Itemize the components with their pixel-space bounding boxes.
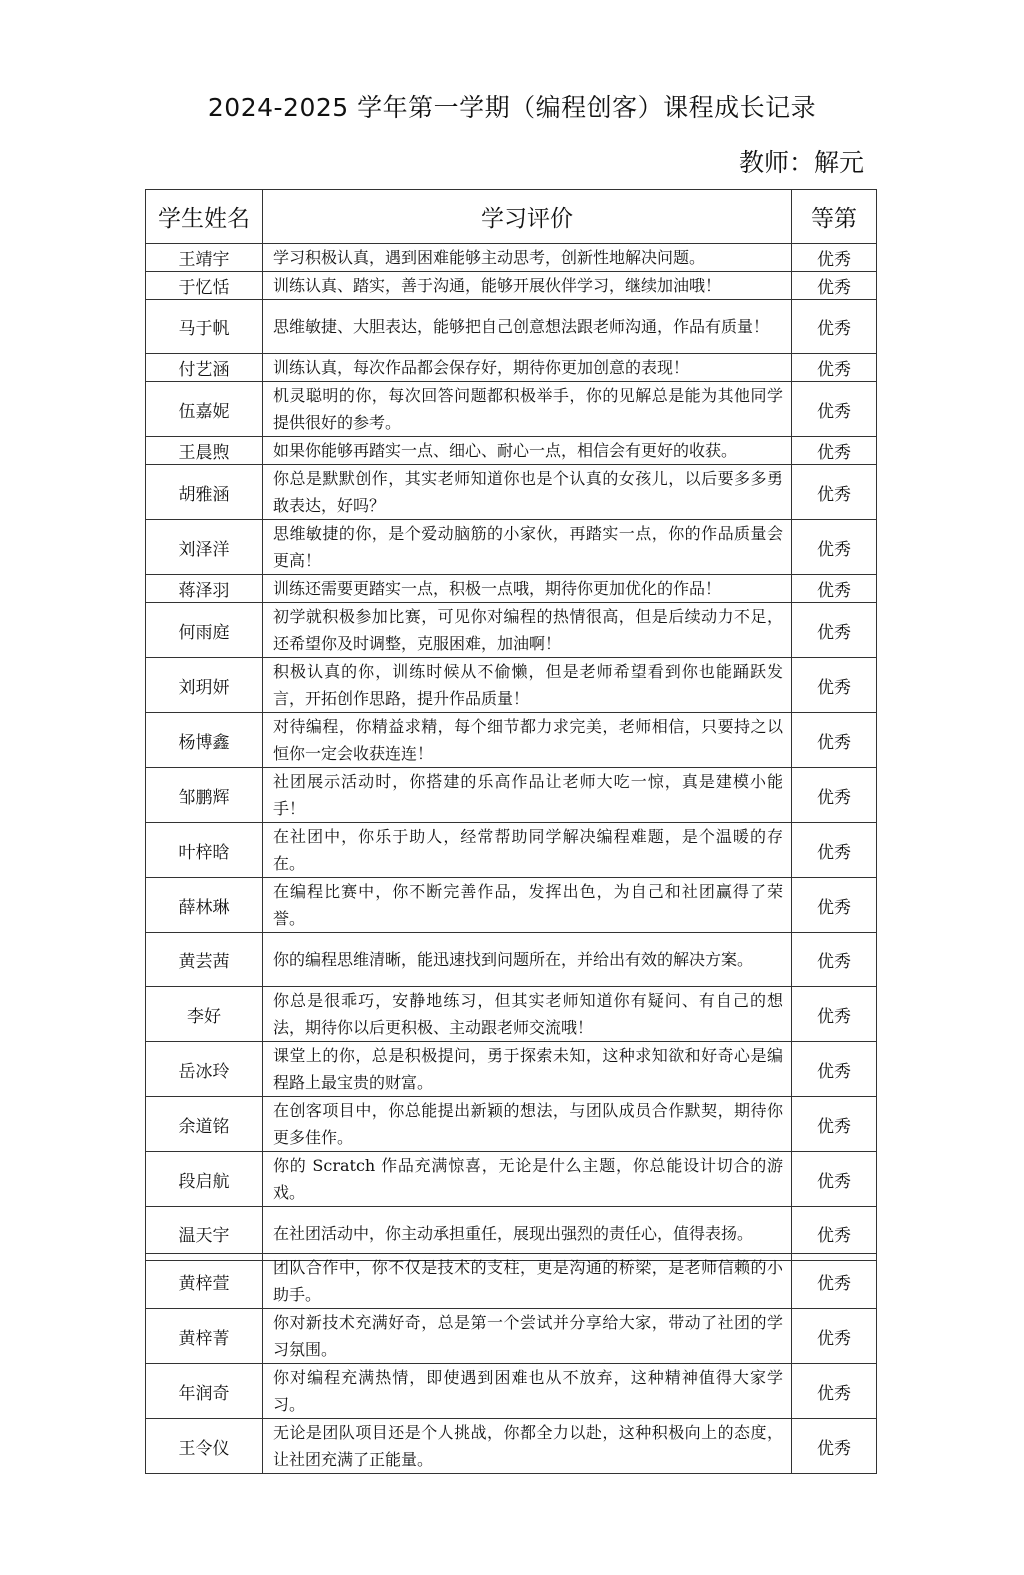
- student-name-cell: 伍嘉妮: [146, 382, 263, 437]
- grade-cell: 优秀: [792, 272, 877, 300]
- table-row: [146, 658, 877, 713]
- grade-cell: 优秀: [792, 768, 877, 823]
- evaluation-cell: 初学就积极参加比赛，可见你对编程的热情很高，但是后续动力不足，还希望你及时调整，克服困难，加油啊！: [263, 603, 792, 658]
- evaluation-cell: 在社团活动中，你主动承担重任，展现出强烈的责任心，值得表扬。: [263, 1207, 792, 1261]
- table-row: [146, 987, 877, 1042]
- table-row: [146, 1419, 877, 1474]
- table-row: [146, 1152, 877, 1207]
- evaluation-cell: 机灵聪明的你，每次回答问题都积极举手，你的见解总是能为其他同学提供很好的参考。: [263, 382, 792, 437]
- grade-cell: 优秀: [792, 1152, 877, 1207]
- student-name-cell: 段启航: [146, 1152, 263, 1207]
- grade-cell: 优秀: [792, 1309, 877, 1364]
- grade-cell: 优秀: [792, 1097, 877, 1152]
- table-row: [146, 768, 877, 823]
- evaluation-cell: 课堂上的你，总是积极提问，勇于探索未知，这种求知欲和好奇心是编程路上最宝贵的财富。: [263, 1042, 792, 1097]
- table-row: [146, 603, 877, 658]
- student-name-cell: 何雨庭: [146, 603, 263, 658]
- grade-cell: 优秀: [792, 823, 877, 878]
- grade-cell: 优秀: [792, 987, 877, 1042]
- grade-cell: 优秀: [792, 244, 877, 272]
- grade-cell: 优秀: [792, 603, 877, 658]
- table-row: [146, 272, 877, 300]
- table-row: [146, 713, 877, 768]
- page-title: 2024-2025 学年第一学期（编程创客）课程成长记录: [207, 93, 817, 122]
- grade-cell: 优秀: [792, 933, 877, 987]
- evaluation-cell: 你的 Scratch 作品充满惊喜，无论是什么主题，你总能设计切合的游戏。: [263, 1152, 792, 1207]
- student-name-cell: 刘泽洋: [146, 520, 263, 575]
- table-row: [146, 823, 877, 878]
- table-header-row: [146, 190, 877, 244]
- grade-cell: 优秀: [792, 575, 877, 603]
- student-name-cell: 王靖宇: [146, 244, 263, 272]
- grade-cell: 优秀: [792, 1419, 877, 1474]
- evaluation-cell: 你的编程思维清晰，能迅速找到问题所在，并给出有效的解决方案。: [263, 933, 792, 987]
- evaluation-cell: 你总是很乖巧，安静地练习，但其实老师知道你有疑问、有自己的想法，期待你以后更积极、主动跟老师交流哦！: [263, 987, 792, 1042]
- evaluation-cell: 积极认真的你，训练时候从不偷懒，但是老师希望看到你也能踊跃发言，开拓创作思路，提升作品质量！: [263, 658, 792, 713]
- evaluation-cell: 无论是团队项目还是个人挑战，你都全力以赴，这种积极向上的态度，让社团充满了正能量。: [263, 1419, 792, 1474]
- grade-cell: 优秀: [792, 520, 877, 575]
- student-name-cell: 温天宇: [146, 1207, 263, 1261]
- student-name-cell: 余道铭: [146, 1097, 263, 1152]
- grade-cell: 优秀: [792, 1364, 877, 1419]
- table-row: [146, 520, 877, 575]
- student-name-cell: 邹鹏辉: [146, 768, 263, 823]
- evaluation-cell: 你对新技术充满好奇，总是第一个尝试并分享给大家，带动了社团的学习氛围。: [263, 1309, 792, 1364]
- grade-cell: 优秀: [792, 1042, 877, 1097]
- evaluation-cell: 你对编程充满热情，即使遇到困难也从不放弃，这种精神值得大家学习。: [263, 1364, 792, 1419]
- evaluation-cell: 在编程比赛中，你不断完善作品，发挥出色，为自己和社团赢得了荣誉。: [263, 878, 792, 933]
- grade-cell: 优秀: [792, 713, 877, 768]
- evaluation-cell: 在创客项目中，你总能提出新颖的想法，与团队成员合作默契，期待你更多佳作。: [263, 1097, 792, 1152]
- evaluation-cell: 训练认真、踏实，善于沟通，能够开展伙伴学习，继续加油哦！: [263, 272, 792, 300]
- evaluation-cell: 对待编程，你精益求精，每个细节都力求完美，老师相信，只要持之以恒你一定会收获连连！: [263, 713, 792, 768]
- teacher-name: 教师：解元: [738, 148, 864, 177]
- grade-cell: 优秀: [792, 1207, 877, 1261]
- header-evaluation: 学习评价: [263, 190, 792, 244]
- evaluation-cell: 训练认真，每次作品都会保存好，期待你更加创意的表现！: [263, 354, 792, 382]
- student-name-cell: 于忆恬: [146, 272, 263, 300]
- table-row: [146, 1097, 877, 1152]
- header-grade: 等第: [792, 190, 877, 244]
- evaluation-cell: 思维敏捷的你，是个爱动脑筋的小家伙，再踏实一点，你的作品质量会更高！: [263, 520, 792, 575]
- grade-cell: 优秀: [792, 437, 877, 465]
- student-name-cell: 黄梓萱: [146, 1254, 263, 1309]
- table-row: [146, 1254, 877, 1309]
- grade-cell: 优秀: [792, 465, 877, 520]
- evaluation-cell: 如果你能够再踏实一点、细心、耐心一点，相信会有更好的收获。: [263, 437, 792, 465]
- table-row: [146, 244, 877, 272]
- evaluation-cell: 训练还需要更踏实一点，积极一点哦，期待你更加优化的作品！: [263, 575, 792, 603]
- grade-cell: 优秀: [792, 878, 877, 933]
- student-name-cell: 年润奇: [146, 1364, 263, 1419]
- evaluation-cell: 学习积极认真，遇到困难能够主动思考，创新性地解决问题。: [263, 244, 792, 272]
- evaluation-cell: 社团展示活动时，你搭建的乐高作品让老师大吃一惊，真是建模小能手！: [263, 768, 792, 823]
- evaluation-table: [145, 189, 877, 1261]
- student-name-cell: 黄芸茜: [146, 933, 263, 987]
- grade-cell: 优秀: [792, 1254, 877, 1309]
- table-row: [146, 437, 877, 465]
- table-row: [146, 382, 877, 437]
- grade-cell: 优秀: [792, 300, 877, 354]
- student-name-cell: 付艺涵: [146, 354, 263, 382]
- grade-cell: 优秀: [792, 658, 877, 713]
- grade-cell: 优秀: [792, 382, 877, 437]
- evaluation-cell: 在社团中，你乐于助人，经常帮助同学解决编程难题，是个温暖的存在。: [263, 823, 792, 878]
- student-name-cell: 王晨煦: [146, 437, 263, 465]
- evaluation-cell: 思维敏捷、大胆表达，能够把自己创意想法跟老师沟通，作品有质量！: [263, 300, 792, 354]
- table-row: [146, 1309, 877, 1364]
- table-row: [146, 1364, 877, 1419]
- student-name-cell: 黄梓菁: [146, 1309, 263, 1364]
- student-name-cell: 叶梓晗: [146, 823, 263, 878]
- student-name-cell: 岳冰玲: [146, 1042, 263, 1097]
- student-name-cell: 薛林琳: [146, 878, 263, 933]
- student-name-cell: 杨博鑫: [146, 713, 263, 768]
- student-name-cell: 刘玥妍: [146, 658, 263, 713]
- student-name-cell: 王令仪: [146, 1419, 263, 1474]
- student-name-cell: 马于帆: [146, 300, 263, 354]
- grade-cell: 优秀: [792, 354, 877, 382]
- student-name-cell: 蒋泽羽: [146, 575, 263, 603]
- table-row: [146, 1042, 877, 1097]
- table-row: [146, 878, 877, 933]
- table-row: [146, 300, 877, 354]
- evaluation-cell: 你总是默默创作，其实老师知道你也是个认真的女孩儿，以后要多多勇敢表达，好吗？: [263, 465, 792, 520]
- table-row: [146, 933, 877, 987]
- table-row: [146, 354, 877, 382]
- evaluation-cell: 团队合作中，你不仅是技术的支柱，更是沟通的桥梁，是老师信赖的小助手。: [263, 1254, 792, 1309]
- header-student-name: 学生姓名: [146, 190, 263, 244]
- table-row: [146, 575, 877, 603]
- student-name-cell: 李好: [146, 987, 263, 1042]
- student-name-cell: 胡雅涵: [146, 465, 263, 520]
- table-row: [146, 465, 877, 520]
- evaluation-table-continued: [145, 1253, 877, 1474]
